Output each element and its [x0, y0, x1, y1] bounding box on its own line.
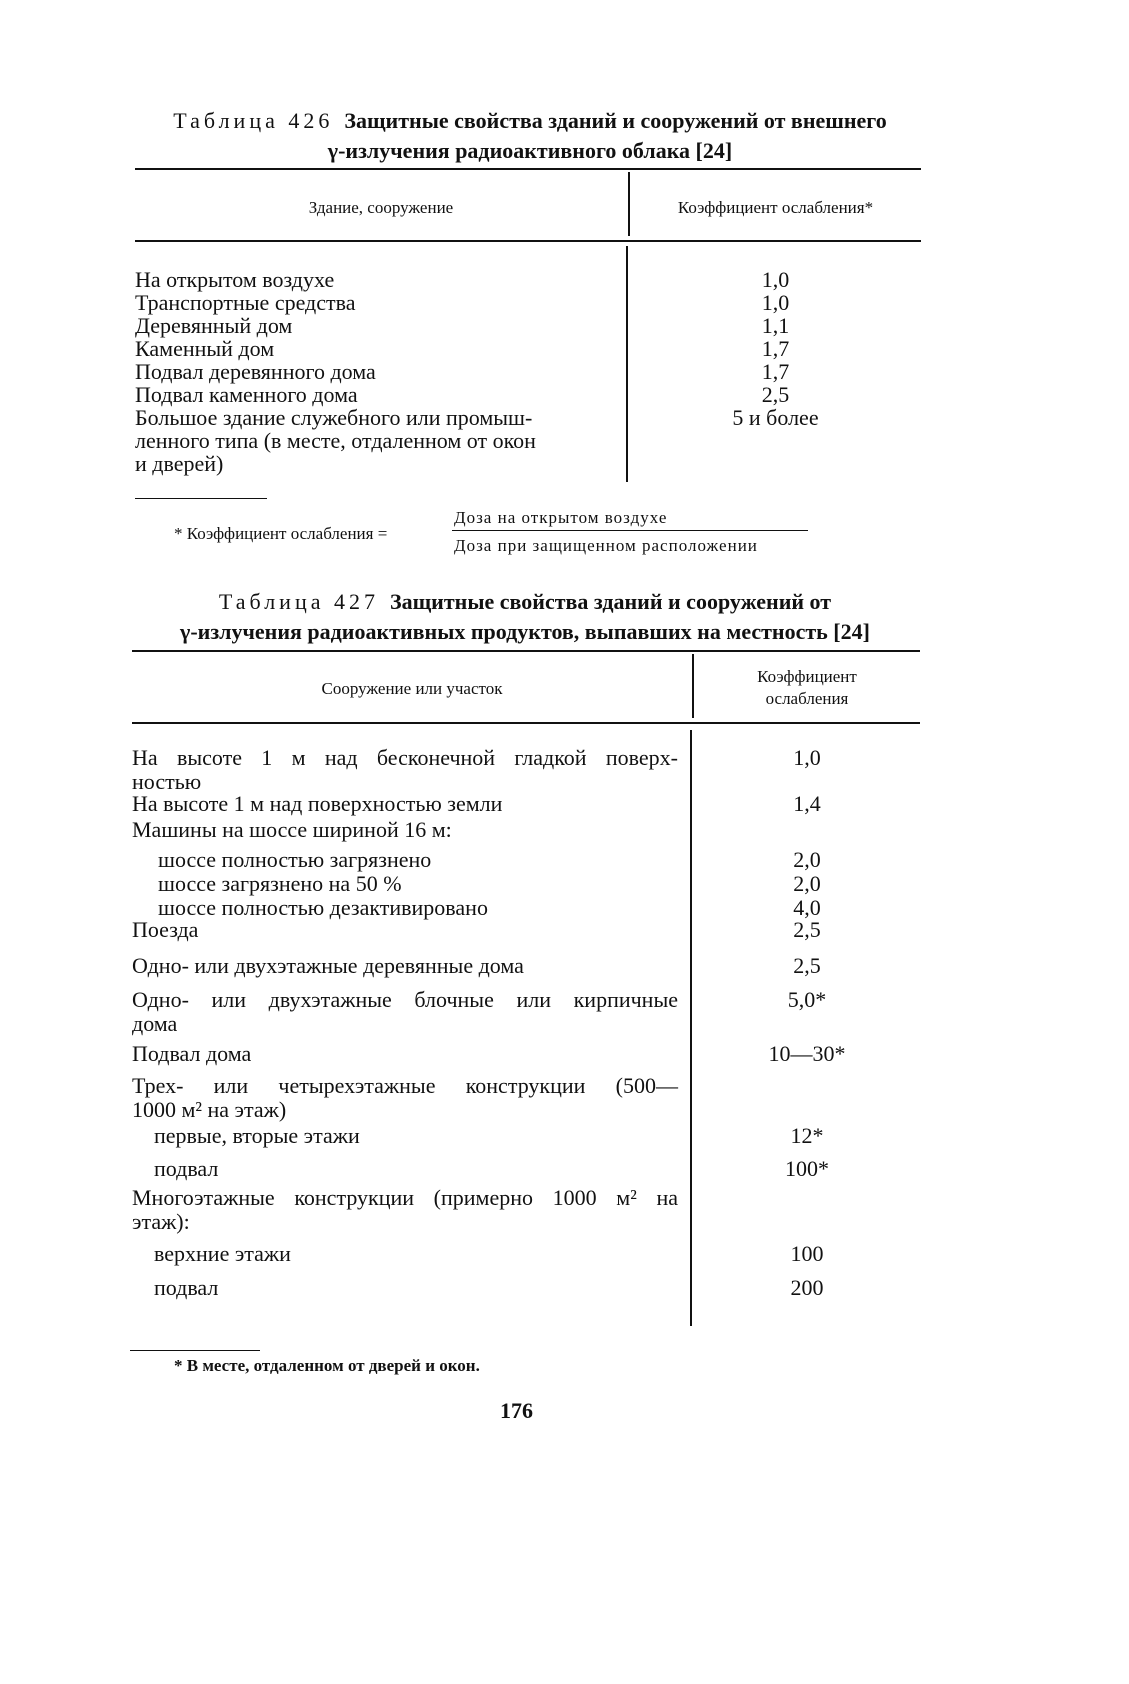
table-row: [135, 360, 615, 384]
table-row: [135, 314, 615, 338]
row-text-line-1: Одно- или двухэтажные деревянные дома: [132, 953, 524, 978]
row-text-line-1: Поезда: [132, 917, 199, 942]
table-row: [154, 1124, 678, 1148]
table-row: [135, 268, 615, 292]
table-426-top-rule: [135, 168, 921, 170]
row-text-line-1: На высоте 1 м над бесконечной гладкой поверх-: [132, 745, 678, 770]
row-value: 1,7: [761, 359, 790, 384]
row-text-line-2: этаж):: [132, 1209, 190, 1234]
row-text-line-1: На высоте 1 м над поверхностью земли: [132, 791, 503, 816]
row-text-line-1: верхние этажи: [154, 1241, 291, 1266]
table-row: [132, 792, 678, 816]
row-value: 2,5: [793, 953, 821, 978]
row-value: 100: [790, 1241, 824, 1266]
table-row: [132, 954, 678, 978]
row-text-line-2: ностью: [132, 769, 202, 794]
table-426-header-left: Здание, сооружение: [308, 198, 454, 217]
table-row: [158, 896, 678, 920]
row-text: и дверей): [135, 451, 224, 476]
row-text-line-1: Машины на шоссе шириной 16 м:: [132, 817, 452, 842]
table-426-header-right: Коэффициент ослабления*: [677, 198, 874, 217]
row-text: Большое здание служебного или промыш-: [135, 405, 533, 430]
table-row: [132, 1186, 678, 1234]
row-text-line-1: шоссе загрязнено на 50 %: [158, 871, 402, 896]
table-426-title-1: Защитные свойства зданий и сооружений от внешнего: [344, 108, 887, 133]
table-426-footnote-fraction-bar: [452, 530, 808, 531]
table-427-caption: [130, 587, 920, 647]
row-text-line-1: Многоэтажные конструкции (примерно 1000 м² на: [132, 1185, 678, 1210]
table-426-title-2: γ-излучения радиоактивного облака [24]: [327, 138, 733, 163]
table-426-footnote-denominator: Доза при защищенном расположении: [454, 536, 758, 555]
row-value: 2,5: [793, 917, 821, 942]
table-427-header-right-2: ослабления: [765, 689, 849, 708]
row-text-line-1: Трех- или четырехэтажные конструкции (500—: [132, 1073, 678, 1098]
row-text: Транспортные средства: [135, 290, 356, 315]
row-value: 1,4: [793, 791, 821, 816]
row-text-line-1: шоссе полностью дезактивировано: [158, 895, 488, 920]
row-value: 100*: [785, 1156, 829, 1181]
table-426-caption: [130, 106, 930, 166]
table-427-body-divider: [690, 730, 692, 1326]
table-row: [135, 383, 615, 407]
table-row: [158, 848, 678, 872]
table-row: [132, 918, 678, 942]
row-value: 1,0: [793, 745, 821, 770]
row-value: 1,0: [761, 290, 790, 315]
row-text-line-1: подвал: [154, 1275, 219, 1300]
row-text-line-2: 1000 м² на этаж): [132, 1097, 287, 1122]
row-value: 10—30*: [768, 1041, 846, 1066]
row-text-line-1: первые, вторые этажи: [154, 1123, 360, 1148]
row-value: 5,0*: [787, 987, 827, 1012]
row-value: 5 и более: [732, 405, 819, 430]
table-427-header-right: [694, 666, 920, 710]
table-427-header-rule: [132, 722, 920, 724]
row-value: 2,0: [793, 871, 821, 896]
page-number: 176: [500, 1398, 533, 1423]
row-value: 1,1: [761, 313, 790, 338]
row-value: 200: [790, 1275, 824, 1300]
row-text: Каменный дом: [135, 336, 275, 361]
table-row: [135, 291, 615, 315]
table-row: [132, 1074, 678, 1122]
row-text: Деревянный дом: [135, 313, 293, 338]
row-text: На открытом воздухе: [135, 267, 335, 292]
row-value: 2,5: [761, 382, 790, 407]
table-row: [154, 1157, 678, 1181]
table-row: [154, 1276, 678, 1300]
row-text: Подвал деревянного дома: [135, 359, 376, 384]
table-row: [135, 452, 615, 476]
row-text-line-1: шоссе полностью загрязнено: [158, 847, 432, 872]
row-value: 2,0: [793, 847, 821, 872]
table-426-footnote-rule: [135, 498, 267, 499]
table-row: [132, 1042, 678, 1066]
table-427-title-1: Защитные свойства зданий и сооружений от: [390, 589, 832, 614]
row-text: ленного типа (в месте, отдаленном от окон: [135, 428, 536, 453]
table-426-header-divider: [628, 172, 630, 236]
table-row: [132, 746, 678, 794]
row-value: 1,7: [761, 336, 790, 361]
table-427-header-divider: [692, 654, 694, 718]
table-427-footnote: * В месте, отдаленном от дверей и окон.: [174, 1356, 480, 1375]
row-text-line-1: Одно- или двухэтажные блочные или кирпичные: [132, 987, 678, 1012]
table-row: [158, 872, 678, 896]
table-426-header-rule: [135, 240, 921, 242]
table-426-footnote-label: * Коэффициент ослабления =: [174, 524, 388, 543]
table-427-header-right-1: Коэффициент: [757, 667, 857, 686]
table-row: [132, 818, 678, 842]
row-value: 12*: [790, 1123, 824, 1148]
table-427-label: Таблица 427: [218, 589, 379, 614]
table-426-footnote-numerator: Доза на открытом воздухе: [454, 508, 668, 527]
row-text-line-1: подвал: [154, 1156, 219, 1181]
row-text-line-2: дома: [132, 1011, 178, 1036]
row-text: Подвал каменного дома: [135, 382, 358, 407]
table-row: [135, 429, 615, 453]
row-value: 1,0: [761, 267, 790, 292]
table-427-top-rule: [132, 650, 920, 652]
table-row: [135, 337, 615, 361]
table-426-body-divider: [626, 246, 628, 482]
table-426-label: Таблица 426: [173, 108, 334, 133]
table-427-header-left: Сооружение или участок: [321, 679, 503, 698]
table-427-footnote-rule: [130, 1350, 260, 1351]
table-row: [135, 406, 615, 430]
row-text-line-1: Подвал дома: [132, 1041, 252, 1066]
table-row: [154, 1242, 678, 1266]
row-value: 4,0: [793, 895, 821, 920]
table-427-title-2: γ-излучения радиоактивных продуктов, выпавших на местность [24]: [180, 619, 870, 644]
table-row: [132, 988, 678, 1036]
